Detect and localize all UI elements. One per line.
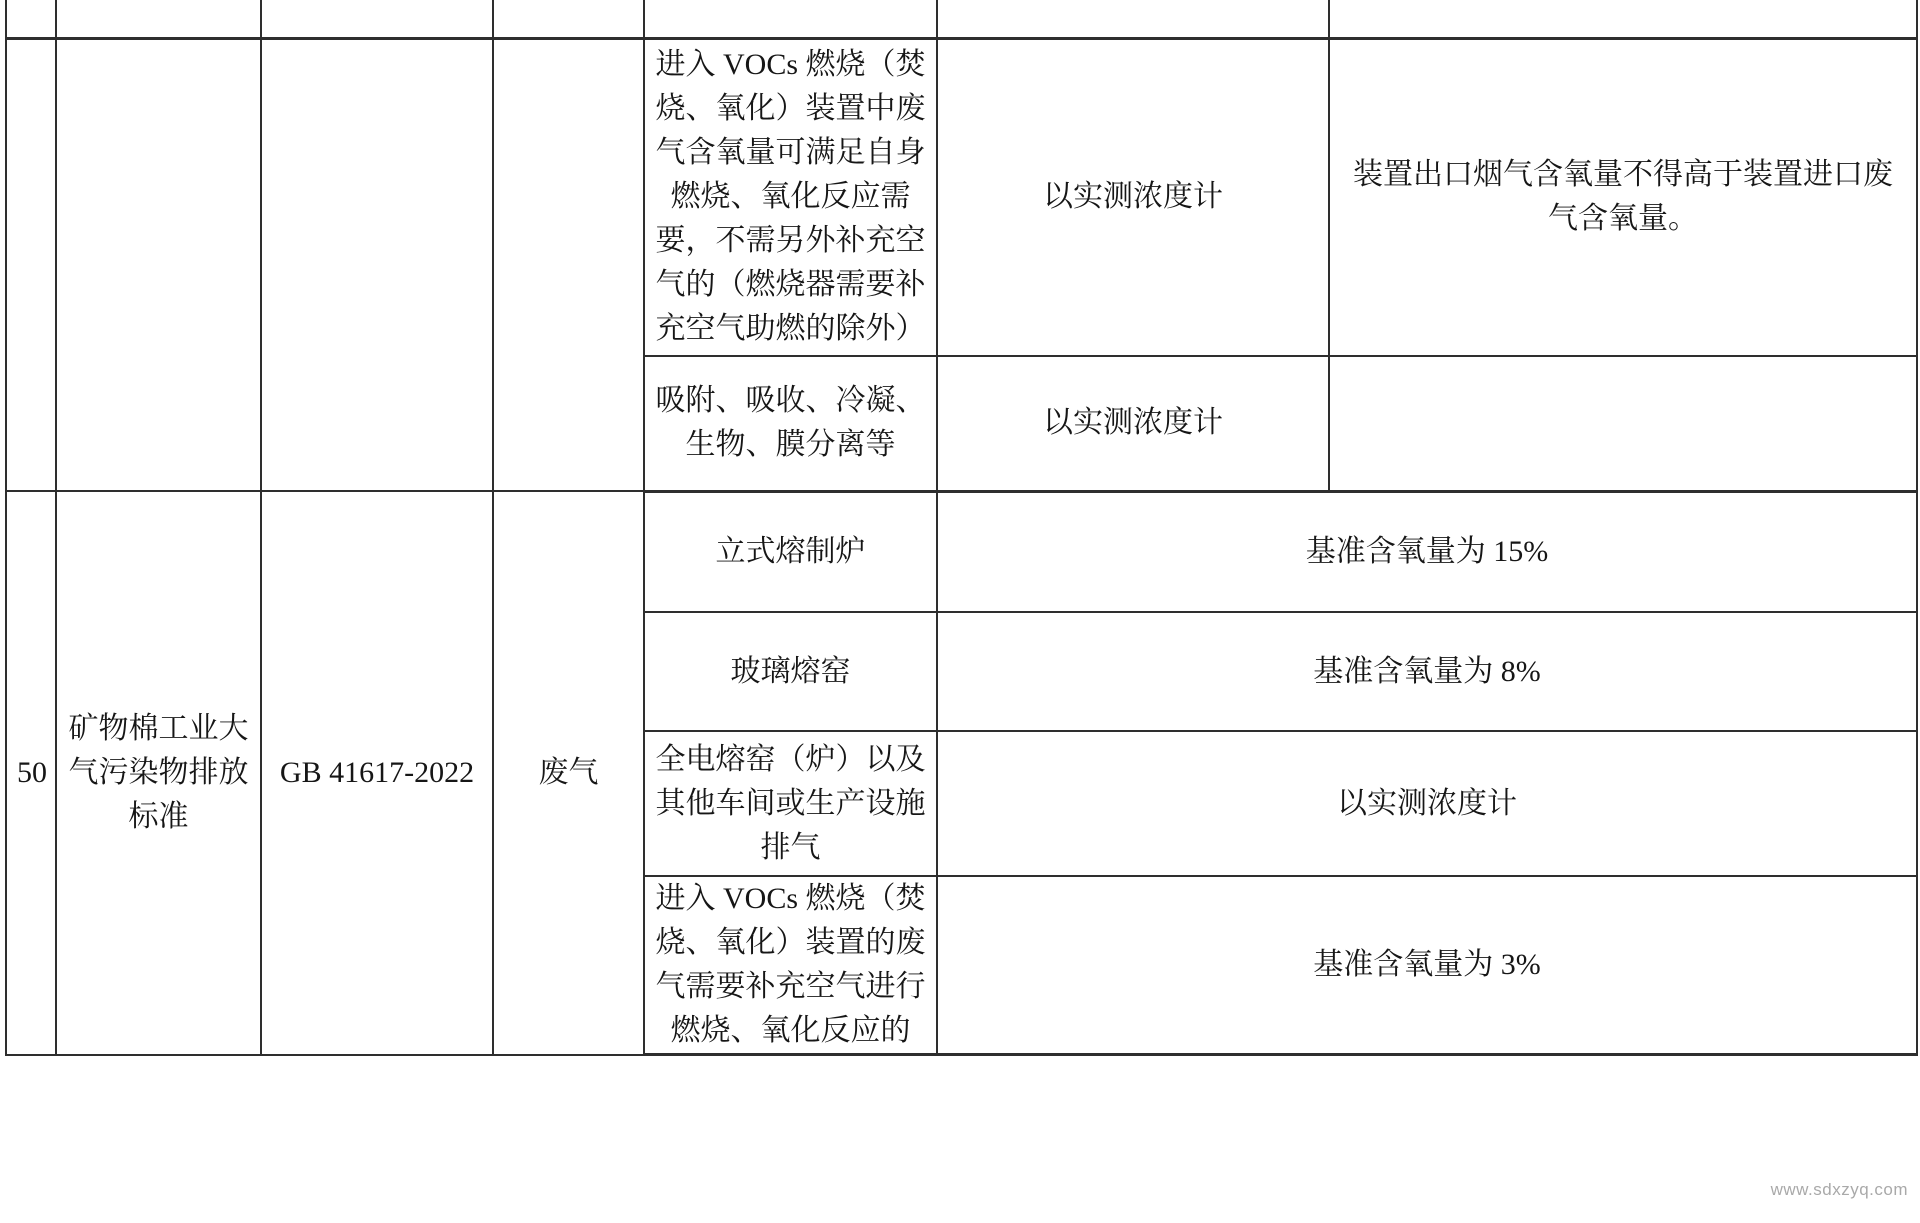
cell-condition: 全电熔窑（炉）以及其他车间或生产设施排气	[644, 731, 937, 876]
cell-standard-name-empty	[56, 38, 261, 491]
cell-condition: 立式熔制炉	[644, 491, 937, 612]
table-row-cutoff	[6, 0, 1917, 38]
table-row	[6, 38, 1917, 356]
cell-standard-code: GB 41617-2022	[261, 491, 493, 1055]
cell-note: 装置出口烟气含氧量不得高于装置进口废气含氧量。	[1329, 38, 1917, 356]
cell-basis: 基准含氧量为 3%	[937, 876, 1917, 1055]
cell-empty	[1329, 0, 1917, 38]
standards-table	[5, 0, 1918, 1056]
watermark: www.sdxzyq.com	[1770, 1180, 1908, 1199]
cell-basis: 基准含氧量为 8%	[937, 612, 1917, 731]
cell-condition: 进入 VOCs 燃烧（焚烧、氧化）装置中废气含氧量可满足自身燃烧、氧化反应需要，不需另外补充空气的（燃烧器需要补充空气助燃的除外）	[644, 38, 937, 356]
cell-basis: 以实测浓度计	[937, 356, 1329, 491]
cell-standard-code-empty	[261, 38, 493, 491]
cell-basis: 基准含氧量为 15%	[937, 491, 1917, 612]
cell-note-empty	[1329, 356, 1917, 491]
cell-empty	[644, 0, 937, 38]
cell-empty	[261, 0, 493, 38]
cell-empty	[56, 0, 261, 38]
cell-empty	[493, 0, 644, 38]
cell-entry-no: 50	[6, 491, 56, 1055]
cell-standard-name: 矿物棉工业大气污染物排放标准	[56, 491, 261, 1055]
cell-basis: 以实测浓度计	[937, 38, 1329, 356]
cell-condition: 玻璃熔窑	[644, 612, 937, 731]
cell-empty	[937, 0, 1329, 38]
cell-category: 废气	[493, 491, 644, 1055]
cell-category-empty	[493, 38, 644, 491]
cell-condition: 吸附、吸收、冷凝、生物、膜分离等	[644, 356, 937, 491]
cell-entry-no-empty	[6, 38, 56, 491]
cell-condition: 进入 VOCs 燃烧（焚烧、氧化）装置的废气需要补充空气进行燃烧、氧化反应的	[644, 876, 937, 1055]
cell-empty	[6, 0, 56, 38]
cell-basis: 以实测浓度计	[937, 731, 1917, 876]
table-row	[6, 491, 1917, 612]
